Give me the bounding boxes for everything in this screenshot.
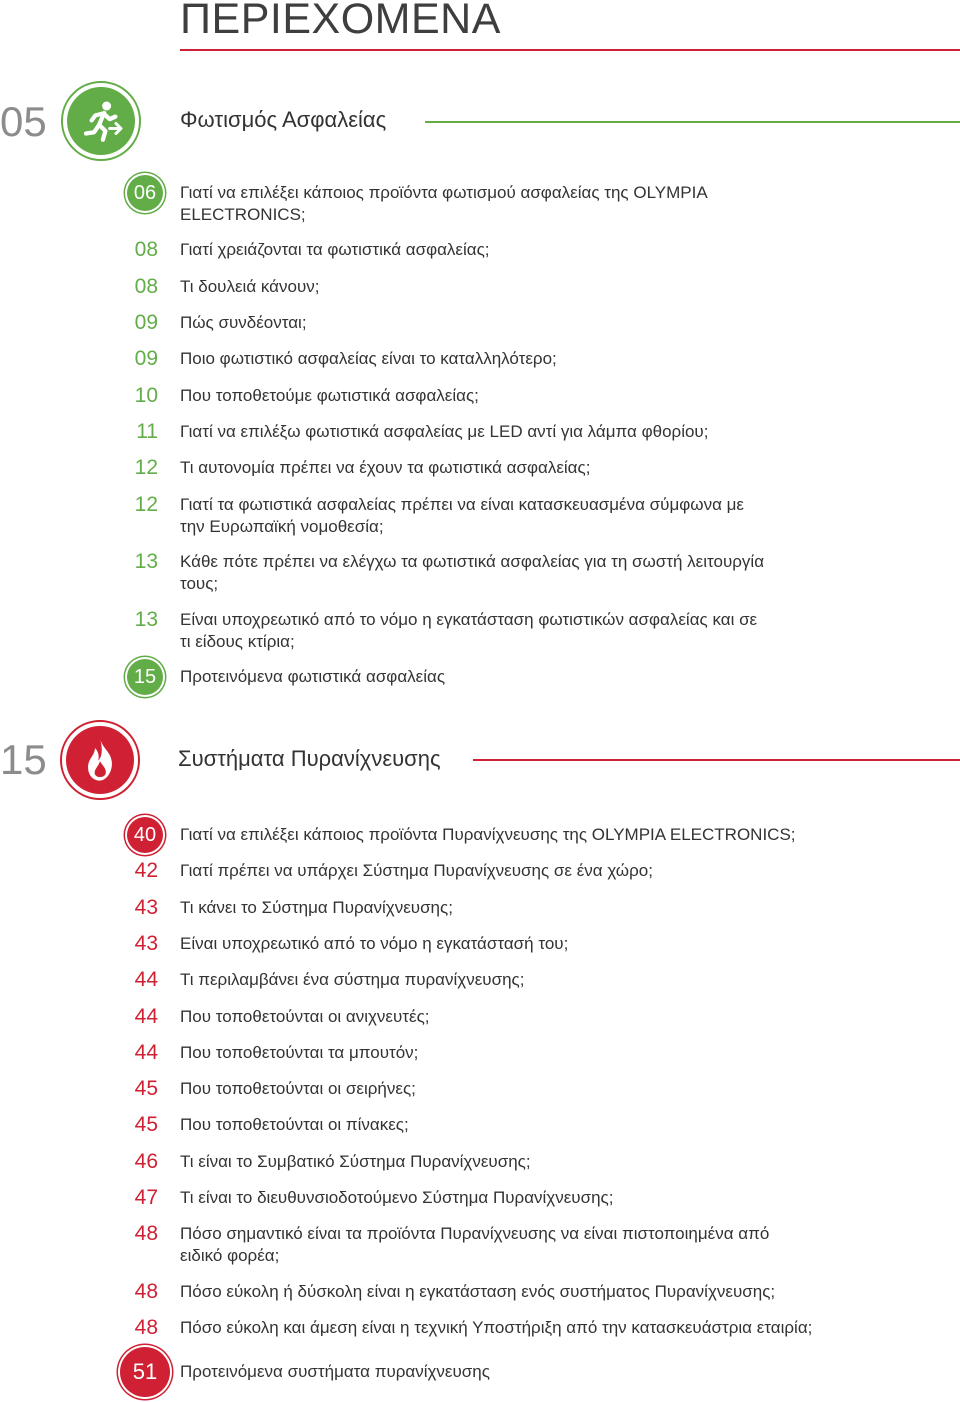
entry-text-line: Τι περιλαμβάνει ένα σύστημα πυρανίχνευσης; (180, 970, 525, 989)
entry-text (180, 897, 453, 919)
entry-text (180, 969, 524, 991)
toc-entry[interactable] (100, 1114, 950, 1136)
entry-text (180, 1281, 775, 1303)
entry-text-line: Ποιο φωτιστικό ασφαλείας είναι το καταλληλότερο; (180, 349, 557, 368)
entry-text-line: Που τοποθετούνται οι πίνακες; (180, 1115, 409, 1134)
page-number: 09 (134, 311, 158, 334)
page-number: 13 (134, 608, 158, 631)
section-rule (473, 759, 960, 761)
entry-text-line: Τι είναι το διευθυνσιοδοτούμενο Σύστημα Πυρανίχνευσης; (180, 1188, 614, 1207)
page-number: 12 (134, 493, 158, 516)
entry-text (180, 182, 708, 226)
entry-text (180, 385, 479, 407)
entry-text-line: Γιατί τα φωτιστικά ασφαλείας πρέπει να είναι κατασκευασμένα σύμφωνα με (180, 495, 744, 514)
page-number: 45 (134, 1113, 158, 1136)
page-number: 44 (134, 1041, 158, 1064)
page-number-badge: 51 (120, 1347, 170, 1397)
entry-text-line: Που τοποθετούνται οι ανιχνευτές; (180, 1007, 430, 1026)
toc-entry[interactable] (100, 897, 950, 919)
entry-text-line: Που τοποθετούμε φωτιστικά ασφαλείας; (180, 386, 479, 405)
toc-entry[interactable] (100, 550, 950, 593)
entry-text-line: Που τοποθετούνται οι σειρήνες; (180, 1079, 416, 1098)
toc-entry[interactable] (100, 969, 950, 991)
toc-entry[interactable] (100, 421, 950, 443)
entry-text-line: ειδικό φορέα; (180, 1246, 280, 1265)
title-underline (180, 49, 960, 51)
entry-text (180, 1317, 812, 1339)
page-number: 44 (134, 1005, 158, 1028)
entry-text-line: Είναι υποχρεωτικό από το νόμο η εγκατάστασή του; (180, 934, 569, 953)
section-number: 05 (0, 98, 47, 145)
entry-text (180, 1078, 416, 1100)
page-number: 10 (134, 384, 158, 407)
page-number: 09 (134, 347, 158, 370)
toc-entry[interactable] (100, 493, 950, 536)
toc-entry[interactable] (100, 1006, 950, 1028)
toc-entry[interactable] (100, 1281, 950, 1303)
toc-entry[interactable] (100, 1361, 950, 1383)
page-number: 12 (134, 456, 158, 479)
entry-text (180, 551, 764, 595)
section-icon-badge (61, 81, 141, 161)
page-number: 48 (134, 1280, 158, 1303)
entry-text-line: Γιατί να επιλέξει κάποιος προϊόντα φωτισμού ασφαλείας της OLYMPIA (180, 183, 708, 202)
entry-text-line: Κάθε πότε πρέπει να ελέγχω τα φωτιστικά ασφαλείας για τη σωστή λειτουργία (180, 552, 765, 571)
entry-text-line: τι είδους κτίρια; (180, 632, 295, 651)
entry-text (180, 1361, 490, 1383)
page-number-badge: 15 (127, 659, 163, 695)
entry-text-line: Γιατί να επιλέξει κάποιος προϊόντα Πυρανίχνευσης της OLYMPIA ELECTRONICS; (180, 825, 796, 844)
toc-entry[interactable] (100, 1078, 950, 1100)
page-number: 11 (136, 420, 158, 443)
page-number: 48 (134, 1316, 158, 1339)
toc-entry[interactable] (100, 457, 950, 479)
section-icon-badge (60, 720, 140, 800)
entry-text (180, 1187, 613, 1209)
entry-text-line: Που τοποθετούνται τα μπουτόν; (180, 1043, 419, 1062)
section-number: 15 (0, 736, 47, 783)
page-number: 43 (134, 932, 158, 955)
page-number: 08 (134, 238, 158, 261)
toc-entry[interactable] (100, 182, 950, 224)
toc-entry[interactable] (100, 933, 950, 955)
entry-text (180, 494, 744, 538)
page-number: 46 (134, 1150, 158, 1173)
entry-text (180, 1114, 409, 1136)
entry-text-line: Γιατί πρέπει να υπάρχει Σύστημα Πυρανίχνευσης σε ένα χώρο; (180, 861, 653, 880)
page-number-badge: 06 (127, 175, 163, 211)
page-number: 47 (134, 1186, 158, 1209)
entry-text-line: Πόσο σημαντικό είναι τα προϊόντα Πυρανίχνευσης να είναι πιστοποιημένα από (180, 1224, 770, 1243)
entry-text-line: Είναι υποχρεωτικό από το νόμο η εγκατάσταση φωτιστικών ασφαλείας και σε (180, 610, 758, 629)
entry-text (180, 666, 445, 688)
page-title: ΠΕΡΙΕΧΟΜΕΝΑ (180, 0, 501, 43)
entry-text-line: την Ευρωπαϊκή νομοθεσία; (180, 517, 384, 536)
toc-entry[interactable] (100, 239, 950, 261)
toc-entry[interactable] (100, 860, 950, 882)
entry-text-line: ELECTRONICS; (180, 205, 306, 224)
page-number: 42 (134, 859, 158, 882)
toc-entry[interactable] (100, 1042, 950, 1064)
running-man-icon (67, 87, 135, 155)
entry-text (180, 1006, 430, 1028)
entry-text (180, 348, 557, 370)
entry-text (180, 239, 490, 261)
entry-text-line: Πόσο εύκολη και άμεση είναι η τεχνική Υποστήριξη από την κατασκευάστρια εταιρία; (180, 1318, 813, 1337)
page-number: 43 (134, 896, 158, 919)
entry-text-line: Πόσο εύκολη ή δύσκολη είναι η εγκατάσταση ενός συστήματος Πυρανίχνευσης; (180, 1282, 776, 1301)
toc-entry[interactable] (100, 666, 950, 688)
toc-entry[interactable] (100, 348, 950, 370)
entry-text (180, 933, 568, 955)
page-number: 08 (134, 275, 158, 298)
entry-text (180, 276, 319, 298)
entry-text-line: Γιατί να επιλέξω φωτιστικά ασφαλείας με LED αντί για λάμπα φθορίου; (180, 422, 709, 441)
entry-text (180, 860, 653, 882)
entry-text-line: Τι δουλειά κάνουν; (180, 277, 320, 296)
toc-entry[interactable] (100, 1222, 950, 1265)
section-rule (425, 121, 960, 123)
page-number-badge: 40 (127, 817, 163, 853)
entry-text (180, 457, 590, 479)
toc-entry[interactable] (100, 608, 950, 651)
entry-text-line: Τι κάνει το Σύστημα Πυρανίχνευσης; (180, 898, 453, 917)
entry-text (180, 1151, 531, 1173)
toc-entry[interactable] (100, 1317, 950, 1339)
entry-text-line: Πώς συνδέονται; (180, 313, 307, 332)
toc-entry[interactable] (100, 312, 950, 334)
entry-text (180, 824, 796, 846)
entry-text-line: Προτεινόμενα φωτιστικά ασφαλείας (180, 667, 446, 686)
entry-text (180, 1223, 769, 1267)
toc-entry[interactable] (100, 276, 950, 298)
entry-text-line: Τι αυτονομία πρέπει να έχουν τα φωτιστικά ασφαλείας; (180, 458, 591, 477)
page-number: 45 (134, 1077, 158, 1100)
entry-text-line: Γιατί χρειάζονται τα φωτιστικά ασφαλείας; (180, 240, 490, 259)
toc-entry[interactable] (100, 1151, 950, 1173)
section-title: Συστήματα Πυρανίχνευσης (178, 746, 441, 771)
toc-entry[interactable] (100, 1187, 950, 1209)
entry-text-line: Προτεινόμενα συστήματα πυρανίχνευσης (180, 1362, 490, 1381)
entry-text (180, 312, 307, 334)
entry-text (180, 1042, 418, 1064)
entry-text (180, 609, 757, 653)
entry-text (180, 421, 708, 443)
entry-text-line: τους; (180, 574, 219, 593)
entry-text-line: Τι είναι το Συμβατικό Σύστημα Πυρανίχνευσης; (180, 1152, 531, 1171)
flame-icon (66, 726, 134, 794)
toc-entry[interactable] (100, 824, 950, 846)
page-number: 44 (134, 968, 158, 991)
page-number: 48 (134, 1222, 158, 1245)
section-title: Φωτισμός Ασφαλείας (180, 107, 387, 132)
page-number: 13 (134, 550, 158, 573)
toc-entry[interactable] (100, 385, 950, 407)
